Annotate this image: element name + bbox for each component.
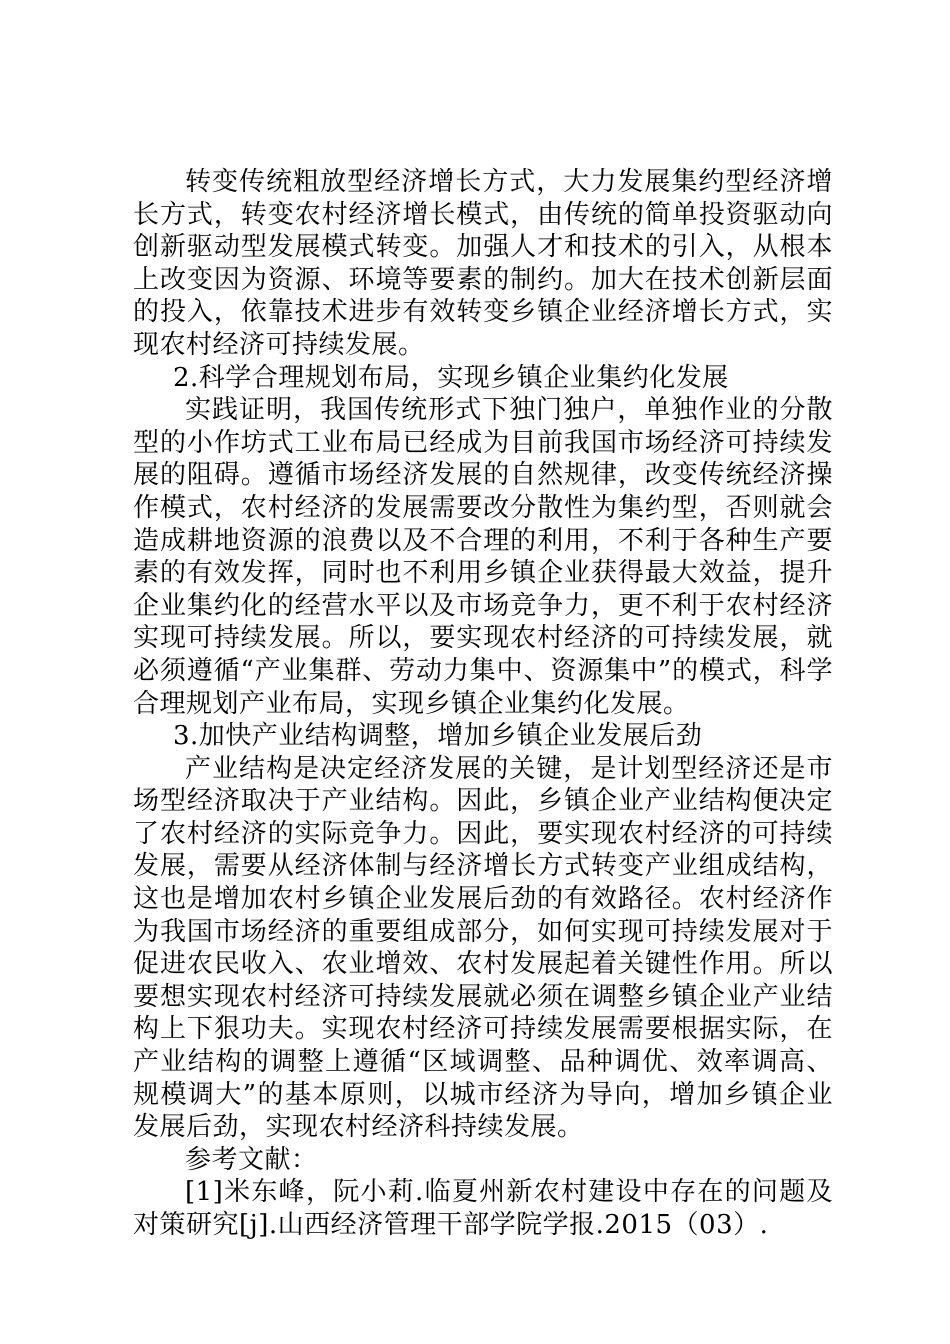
reference-item-1: [1]米东峰，阮小莉.临夏州新农村建设中存在的问题及对策研究[j].山西经济管理干部学院学报.2015（03）. (133, 1177, 833, 1240)
body-paragraph-2: 实践证明，我国传统形式下独门独户，单独作业的分散型的小作坊式工业布局已经成为目前我国市场经济可持续发展的阻碍。遵循市场经济发展的自然规律，改变传统经济操作模式，农村经济的发展需要改分散性为集约型，否则就会造成耕地资源的浪费以及不合理的利用，不利于各种生产要素的有效发挥，同时也不利用乡镇企业获得最大效益，提升企业集约化的经营水平以及市场竞争力，更不利于农村经济实现可持续发展。所以，要实现农村经济的可持续发展，就必须遵循“产业集群、劳动力集中、资源集中”的模式，科学合理规划产业布局，实现乡镇企业集约化发展。 (133, 395, 833, 719)
references-title: 参考文献： (185, 1144, 318, 1175)
body-paragraph-1: 转变传统粗放型经济增长方式，大力发展集约型经济增长方式，转变农村经济增长模式，由传统的简单投资驱动向创新驱动型发展模式转变。加强人才和技术的引入，从根本上改变因为资源、环境等要素的制约。加大在技术创新层面的投入，依靠技术进步有效转变乡镇企业经济增长方式，实现农村经济可持续发展。 (133, 167, 833, 360)
body-paragraph-3: 产业结构是决定经济发展的关键，是计划型经济还是市场型经济取决于产业结构。因此，乡镇企业产业结构便决定了农村经济的实际竞争力。因此，要实现农村经济的可持续发展，需要从经济体制与经济增长方式转变产业组成结构，这也是增加农村乡镇企业发展后劲的有效路径。农村经济作为我国市场经济的重要组成部分，如何实现可持续发展对于促进农民收入、农业增效、农村发展起着关键性作用。所以要想实现农村经济可持续发展就必须在调整乡镇企业产业结构上下狠功夫。实现农村经济可持续发展需要根据实际，在产业结构的调整上遵循“区域调整、品种调优、效率调高、规模调大”的基本原则，以城市经济为导向，增加乡镇企业发展后劲，实现农村经济科持续发展。 (133, 753, 833, 1143)
section-heading-3: 3.加快产业结构调整，增加乡镇企业发展后劲 (173, 721, 703, 752)
document-body (133, 166, 833, 1242)
section-heading-2: 2.科学合理规划布局，实现乡镇企业集约化发展 (173, 362, 729, 393)
